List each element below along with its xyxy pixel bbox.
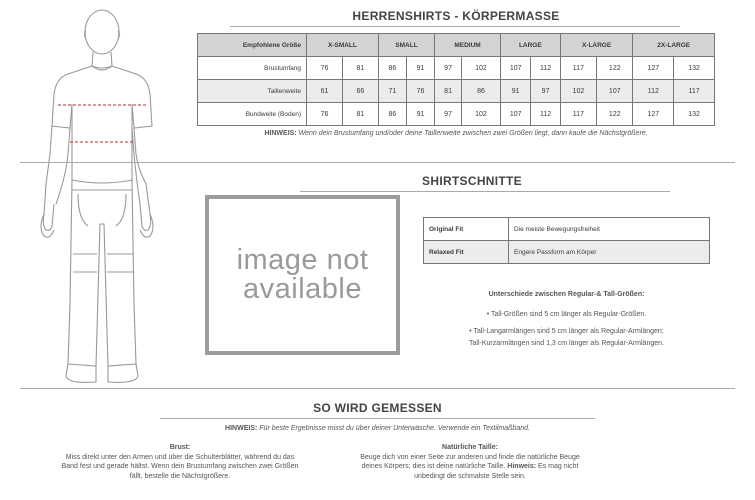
fit-description: Engere Passform am Körper (509, 241, 710, 264)
table-row (198, 57, 715, 80)
table-cell: 122 (597, 57, 633, 80)
table-cell: 112 (531, 103, 560, 126)
waist-line: unbedingt die schmalste Stelle sein. (414, 472, 526, 480)
row-label: Taillenweite (198, 80, 307, 103)
placeholder-line2: available (243, 273, 362, 305)
table-cell: 71 (378, 80, 406, 103)
list-item: • Tall-Langarmlängen sind 5 cm länger als Regular-Armlängen; (469, 328, 664, 335)
fit-name: Relaxed Fit (424, 241, 509, 264)
table-cell: 117 (674, 80, 715, 103)
section-divider (20, 388, 735, 389)
size-table-header-label: Empfohlene Größe (198, 34, 307, 57)
table-row (424, 218, 710, 241)
tall-heading: Unterschiede zwischen Regular-& Tall-Größen: (488, 291, 645, 298)
title-divider (160, 418, 595, 419)
waist-measure-info (300, 443, 640, 481)
table-cell: 132 (674, 57, 715, 80)
size-header: X-LARGE (560, 34, 633, 57)
chest-heading: Brust: (169, 444, 191, 451)
table-cell: 91 (406, 103, 434, 126)
figure-pants (68, 180, 136, 366)
table-cell: 107 (597, 80, 633, 103)
chest-line: Miss direkt unter den Armen und über die Schulterblätter, während du das (65, 453, 295, 461)
measure-note-prefix: HINWEIS: (225, 425, 258, 432)
table-cell: 102 (560, 80, 596, 103)
size-header: MEDIUM (435, 34, 501, 57)
table-row (198, 80, 715, 103)
table-row (198, 103, 715, 126)
table-cell: 112 (633, 80, 674, 103)
table-cell: 117 (560, 103, 596, 126)
waist-line (300, 462, 640, 472)
table-cell: 107 (500, 57, 531, 80)
table-cell: 91 (500, 80, 531, 103)
list-item: Tall-Kurzarmlängen sind 1,3 cm länger als Regular-Armlängen. (469, 340, 664, 347)
tall-sizes-info (423, 291, 710, 350)
row-label: Brustumfang (198, 57, 307, 80)
size-note (197, 130, 715, 137)
chest-line: fällt, bestelle die Nächstgrößere. (129, 472, 231, 480)
size-note-text: Wenn dein Brustumfang und/oder deine Taillenweite zwischen zwei Größen liegt, dann kaufe die Nächstgrößere. (296, 130, 648, 137)
table-cell: 97 (531, 80, 560, 103)
title-divider (300, 191, 670, 192)
table-cell: 61 (307, 80, 343, 103)
table-cell: 107 (500, 103, 531, 126)
table-cell: 81 (342, 103, 378, 126)
table-cell: 102 (462, 57, 501, 80)
table-cell: 122 (597, 103, 633, 126)
table-cell: 86 (462, 80, 501, 103)
waist-heading: Natürliche Taille: (442, 444, 498, 451)
table-cell: 81 (435, 80, 462, 103)
chest-line: Band fest und gerade hältst. Wenn dein Brustumfang zwischen zwei Größen (61, 463, 299, 470)
table-cell: 117 (560, 57, 596, 80)
table-cell: 97 (435, 57, 462, 80)
body-figure-illustration (6, 4, 196, 394)
table-cell: 86 (378, 103, 406, 126)
list-item: • Tall-Größen sind 5 cm länger als Regular-Größen. (486, 311, 647, 318)
table-cell: 97 (435, 103, 462, 126)
size-table-header-row (198, 34, 715, 57)
measure-note (0, 425, 755, 432)
measure-note-text: Für beste Ergebnisse misst du über deiner Unterwäsche. Verwende ein Textilmaßband. (257, 425, 530, 432)
size-header: X-SMALL (307, 34, 379, 57)
size-chart-title: HERRENSHIRTS - KÖRPERMASSE (352, 9, 560, 23)
table-cell: 76 (406, 80, 434, 103)
table-cell: 132 (674, 103, 715, 126)
size-header: LARGE (500, 34, 560, 57)
table-cell: 76 (307, 57, 343, 80)
table-cell: 66 (342, 80, 378, 103)
section-divider (20, 162, 735, 163)
table-cell: 91 (406, 57, 434, 80)
size-note-prefix: HINWEIS: (264, 130, 297, 137)
measure-title: SO WIRD GEMESSEN (313, 401, 442, 415)
title-divider (230, 26, 680, 27)
fit-name: Original Fit (424, 218, 509, 241)
figure-head (85, 10, 119, 54)
table-cell: 127 (633, 103, 674, 126)
table-row (424, 241, 710, 264)
size-table (197, 33, 715, 126)
fit-description: Die meiste Bewegungsfreiheit (509, 218, 710, 241)
image-not-available-placeholder (205, 195, 400, 355)
placeholder-line1: image not (236, 244, 369, 276)
table-cell: 81 (342, 57, 378, 80)
table-cell: 76 (307, 103, 343, 126)
table-cell: 127 (633, 57, 674, 80)
waist-line: Beuge dich von einer Seite zur anderen und finde die natürliche Beuge (360, 453, 580, 461)
chest-measure-info (20, 443, 340, 481)
waist-hint-prefix: Hinweis: (505, 463, 537, 470)
waist-line-text: deines Körpers; dies ist deine natürliche Taille. (361, 463, 506, 470)
size-header: SMALL (378, 34, 434, 57)
table-cell: 86 (378, 57, 406, 80)
size-header: 2X-LARGE (633, 34, 715, 57)
table-cell: 112 (531, 57, 560, 80)
cuts-title: SHIRTSCHNITTE (422, 174, 522, 188)
waist-line-end: Es mag nicht (536, 463, 579, 470)
row-label: Bundweite (Boden) (198, 103, 307, 126)
fit-table (423, 217, 710, 264)
table-cell: 102 (462, 103, 501, 126)
